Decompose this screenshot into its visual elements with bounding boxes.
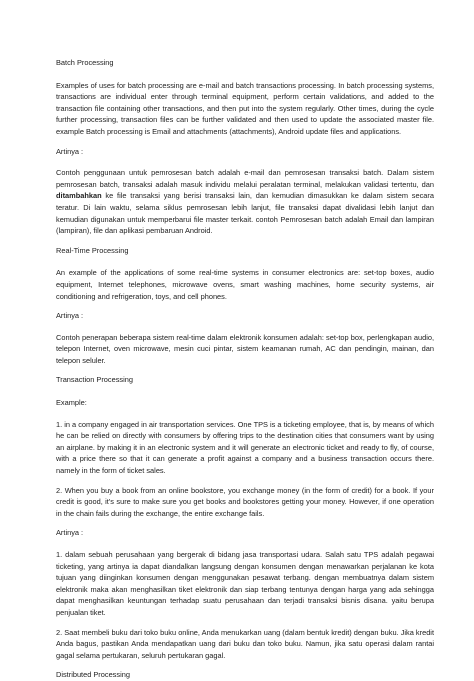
tps-indonesian-example-1: 1. dalam sebuah perusahaan yang bergerak di bidang jasa transportasi udara. Salah satu TPS adalah pegawai ticketing, yang artinya ia dapat diandalkan langsung dengan konsumen dengan menawarkan perjalanan ke kota tujuan yang diinginkan konsumen dengan menggunakan pesawat terbang. dengan membuatnya dalam sistem elektronik maka akan menghasilkan tiket elektronik dan siap terbang tentunya dengan harga yang ada sehingga dapat menghasilkan keuntungan terhadap suatu perusahaan dan terjadi transaksi bisnis disana. yaitu berupa penjualan tiket. (56, 550, 434, 617)
tps-english-example-2: 2. When you buy a book from an online bookstore, you exchange money (in the form of credit) for a book. If your credit is good, it's sure to make sure you get books and bookstores getting your money. However, if one operation in the chain fails during the exchange, the entire exchange fails. (56, 485, 434, 518)
real-time-indonesian-paragraph: Contoh penerapan beberapa sistem real-time dalam elektronik konsumen adalah: set-top box, perlengkapan audio, telepon Internet, oven microwave, mesin cuci pintar, sistem keamanan rumah, AC dan pendingin, mainan, dan telepon seluler. (56, 332, 434, 365)
tps-english-example-1: 1. in a company engaged in air transportation services. One TPS is a ticketing employee, that is, by means of which he can be relied on directly with consumers by offering trips to the destination cities that consumers want by using an airplane. by making it in an electronic system and it will generate an electronic ticket and ready to fly, of course, with a price there so that it can generate a profit against a company and a business transaction occurs there. namely in the form of ticket sales. (56, 419, 434, 476)
batch-id-text-end: ke file transaksi yang berisi transaksi lain, dan kemudian dimasukkan ke dalam sistem secara teratur. Di lain waktu, selama siklus pemrosesan lebih lanjut, file transaksi dapat divalidasi lebih lanjut dan kemudian digunakan untuk memperbarui file master terkait. contoh Pemrosesan batch adalah Email dan lampiran (lampiran), file dan aplikasi pembaruan Android. (56, 191, 434, 236)
batch-processing-english-paragraph: Examples of uses for batch processing are e-mail and batch transactions processing. In batch processing systems, transactions are individual enter through terminal equipment, perform certain validations, and added to the transaction file containing other transactions, and then put into the system regularly. Other times, during the cycle further processing, transaction files can be further validated and then used to update the associated master file. example Batch processing is Email and attachments (attachments), Android update files and applications. (56, 80, 434, 136)
batch-processing-heading: Batch Processing (56, 58, 114, 67)
transaction-processing-heading: Transaction Processing (56, 375, 133, 385)
distributed-processing-heading: Distributed Processing (56, 670, 130, 680)
real-time-english-paragraph: An example of the applications of some real-time systems in consumer electronics are: set-top boxes, audio equipment, Internet telephones, microwave ovens, smart washing machines, home security systems, air conditioning and refrigeration, toys, and cell phones. (56, 268, 434, 301)
translation-label: Artinya : (56, 146, 84, 156)
translation-label: Artinya : (56, 311, 84, 321)
example-label: Example: (56, 398, 87, 408)
batch-processing-indonesian-paragraph (56, 167, 434, 237)
batch-id-text-start: Contoh penggunaan untuk pemrosesan batch adalah e-mail dan pemrosesan transaksi batch. Dalam sistem pemrosesan batch, transaksi adalah masuk individu melalui peralatan terminal, melakukan validasi tertentu, dan (56, 168, 434, 189)
tps-indonesian-example-2: 2. Saat membeli buku dari toko buku online, Anda menukarkan uang (dalam bentuk kredit) dengan buku. Jika kredit Anda bagus, pastikan Anda mendapatkan uang dari buku dan toko buku. Namun, jika satu operasi dalam rantai gagal selama pertukaran, seluruh pertukaran gagal. (56, 627, 434, 660)
translation-label: Artinya : (56, 528, 84, 538)
real-time-processing-heading: Real-Time Processing (56, 245, 129, 255)
batch-id-bold-word: ditambahkan (56, 191, 102, 201)
